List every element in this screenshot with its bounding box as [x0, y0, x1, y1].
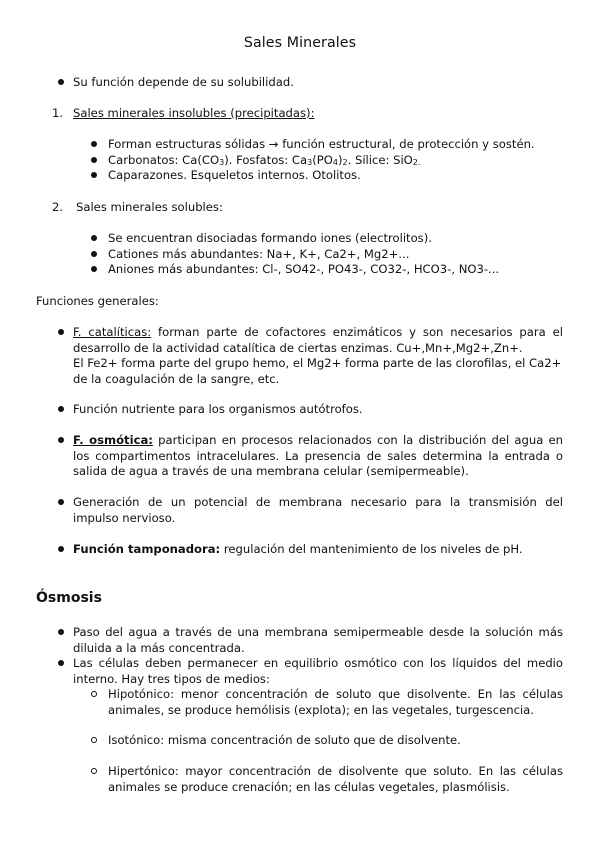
list-item: Caparazones. Esqueletos internos. Otolitos.: [108, 168, 361, 182]
circle-bullet-icon: [91, 691, 97, 697]
potencial-paragraph: Generación de un potencial de membrana necesario para la transmisión del impulso nervioso.: [73, 495, 563, 525]
list-number: 2.: [52, 200, 64, 214]
bullet-icon: [58, 79, 64, 85]
circle-bullet-icon: [91, 768, 97, 774]
solubles-heading: Sales minerales solubles:: [76, 200, 223, 214]
circle-bullet-icon: [91, 737, 97, 743]
bullet-icon: [58, 499, 64, 505]
hipertonico-paragraph: Hipertónico: mayor concentración de disolvente que soluto. En las células animales se produce crenación; en las células vegetales, plasmólisis.: [108, 764, 563, 794]
insolubles-heading: Sales minerales insolubles (precipitadas):: [73, 106, 315, 120]
carbonatos-item: Carbonatos: $Ca(CO_3)$. Fosfatos: $Ca_3(PO_4)_2$. Sílice: SiO$_{2.}$: [108, 153, 421, 167]
nutriente-text: Función nutriente para los organismos autótrofos.: [73, 402, 363, 416]
isotonico-paragraph: Isotónico: misma concentración de soluto que de disolvente.: [108, 733, 461, 747]
bullet-icon: [58, 329, 64, 335]
bullet-icon: [58, 437, 64, 443]
cataliticas-paragraph: F. catalíticas: forman parte de cofactores enzimáticos y son necesarios para el desarrollo de la actividad catalítica de ciertas enzimas. Cu+,Mn+,Mg2+,Zn+.: [73, 325, 563, 355]
list-number: 1.: [52, 106, 64, 120]
bullet-icon: [58, 546, 64, 552]
bullet-icon: [58, 629, 64, 635]
osmosis-heading: Ósmosis: [36, 590, 102, 606]
list-item: Forman estructuras sólidas → función estructural, de protección y sostén.: [108, 137, 535, 151]
list-item: Aniones más abundantes: Cl-, SO42-, PO43-, CO32-, HCO3-, NO3-...: [108, 262, 500, 276]
funciones-label: Funciones generales:: [36, 294, 159, 308]
bullet-icon: [58, 406, 64, 412]
paso-paragraph: Paso del agua a través de una membrana semipermeable desde la solución más diluida a la más concentrada.: [73, 625, 563, 655]
bullet-icon: [91, 157, 97, 163]
bullet-icon: [58, 660, 64, 666]
list-item: Cationes más abundantes: Na+, K+, Ca2+, Mg2+...: [108, 247, 410, 261]
cataliticas-extra: El Fe2+ forma parte del grupo hemo, el Mg2+ forma parte de las clorofilas, el Ca2+ de la coagulación de la sangre, etc.: [73, 356, 562, 386]
tampon-paragraph: Función tamponadora: regulación del mantenimiento de los niveles de pH.: [73, 542, 523, 556]
intro-text: Su función depende de su solubilidad.: [73, 75, 294, 89]
osmotica-paragraph: F. osmótica: participan en procesos relacionados con la distribución del agua en los compartimentos intracelulares. La presencia de sales determina la entrada o salida de agua a través de una membrana celular (semipermeable).: [73, 433, 564, 478]
equilibrio-paragraph: Las células deben permanecer en equilibrio osmótico con los líquidos del medio interno. Hay tres tipos de medios:: [73, 656, 563, 686]
bullet-icon: [91, 251, 97, 257]
bullet-icon: [91, 266, 97, 272]
bullet-icon: [91, 235, 97, 241]
hipotonico-paragraph: Hipotónico: menor concentración de soluto que disolvente. En las células animales, se produce hemólisis (explota); en las vegetales, turgescencia.: [108, 687, 563, 717]
bullet-icon: [91, 172, 97, 178]
list-item: Se encuentran disociadas formando iones (electrolitos).: [108, 231, 432, 245]
page-title: Sales Minerales: [243, 35, 357, 51]
bullet-icon: [91, 141, 97, 147]
